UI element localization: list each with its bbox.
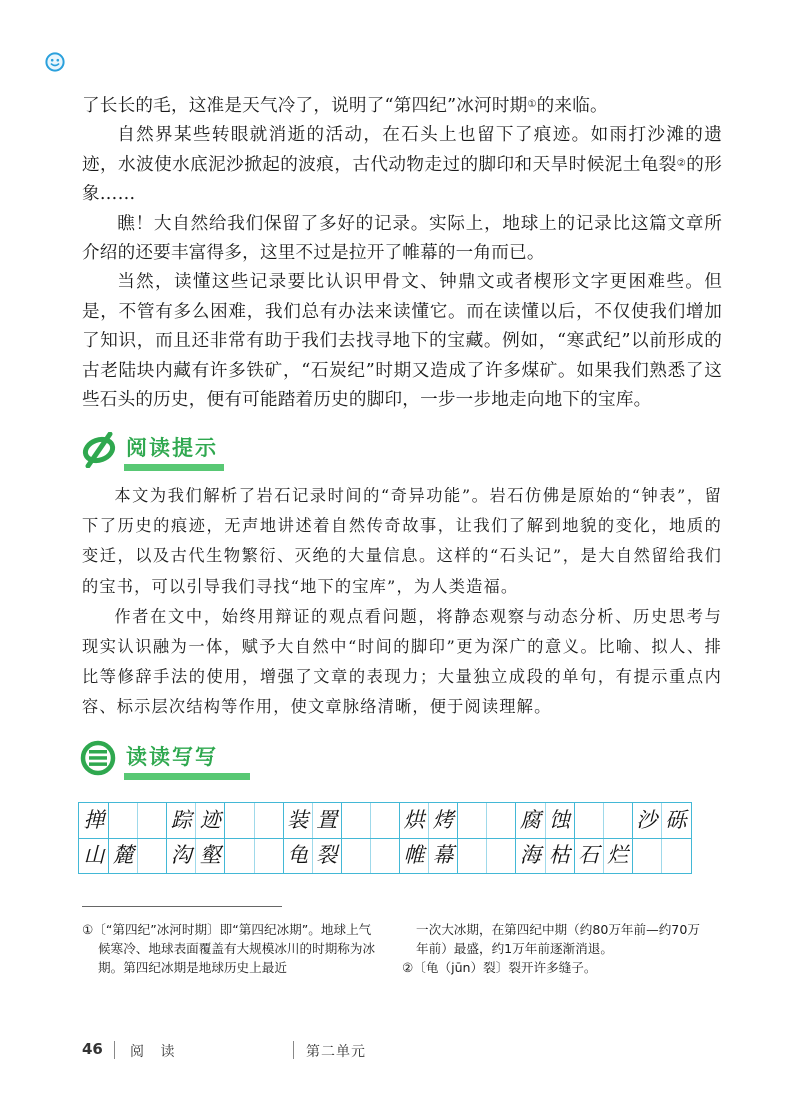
grid-character: 砾 xyxy=(665,808,687,832)
paragraph-1: 了长长的毛，这准是天气冷了，说明了“第四纪”冰河时期①的来临。 xyxy=(82,96,608,116)
smiley-face-icon xyxy=(45,52,65,72)
paragraph-3: 瞧！大自然给我们保留了多好的记录。实际上，地球上的记录比这篇文章所介绍的还要丰富得多，这里不过是拉开了帷幕的一角而已。 xyxy=(82,213,722,264)
paragraph-2: 自然界某些转眼就消逝的活动，在石头上也留下了痕迹。如雨打沙滩的遗迹，水波使水底泥沙掀起的波痕，古代动物走过的脚印和天旱时候泥土龟裂②的形象…… xyxy=(82,125,723,205)
grid-character: 烤 xyxy=(432,808,454,832)
reading-tips-title: 阅读提示 xyxy=(126,436,218,460)
grid-character: 置 xyxy=(316,808,338,832)
footer-section: 阅 读 xyxy=(130,1044,181,1060)
footer-unit: 第二单元 xyxy=(306,1044,366,1060)
grid-character: 山 xyxy=(83,843,105,867)
grid-row-1 xyxy=(79,803,691,839)
grid-row-2 xyxy=(79,838,691,873)
grid-character: 枯 xyxy=(549,843,571,867)
phi-leaf-icon xyxy=(80,432,118,468)
grid-character: 烂 xyxy=(607,843,629,867)
page-number: 46 xyxy=(82,1040,103,1058)
grid-character: 裂 xyxy=(316,843,338,867)
footnote-column-right xyxy=(402,920,702,978)
grid-character xyxy=(658,838,694,873)
title-underline xyxy=(124,464,224,471)
grid-character: 踪 xyxy=(170,808,192,832)
footnote-1: ①〔“第四纪”冰河时期〕即“第四纪冰期”。地球上气候寒冷、地球表面覆盖有大规模冰川的时期称为冰期。第四纪冰期是地球历史上最近 xyxy=(82,922,376,976)
book-circle-icon xyxy=(80,740,116,776)
grid-character: 龟 xyxy=(287,843,309,867)
footnote-1-continued: 一次大冰期，在第四纪中期（约80万年前—约70万年前）最盛，约1万年前逐渐消退。 xyxy=(416,922,700,957)
footer-divider xyxy=(114,1041,115,1059)
grid-character: 烘 xyxy=(403,808,425,832)
read-write-title: 读读写写 xyxy=(126,745,218,769)
reading-tips-text xyxy=(82,481,722,723)
grid-character: 石 xyxy=(578,843,600,867)
character-grid xyxy=(78,802,692,874)
tips-paragraph-2: 作者在文中，始终用辩证的观点看问题，将静态观察与动态分析、历史思考与现实认识融为一体，赋予大自然中“时间的脚印”更为深广的意义。比喻、拟人、排比等修辞手法的使用，增强了文章的表现力；大量独立成段的单句，有提示重点内容、标示层次结构等作用，使文章脉络清晰，便于阅读理解。 xyxy=(82,606,722,717)
read-write-header xyxy=(80,737,280,781)
body-text xyxy=(82,92,722,415)
grid-character: 帷 xyxy=(403,843,425,867)
grid-character: 沙 xyxy=(636,808,658,832)
grid-character: 麓 xyxy=(112,843,134,867)
footnote-rule xyxy=(82,906,282,907)
footnote-2: ②〔龟（jūn）裂〕裂开许多缝子。 xyxy=(402,960,597,976)
grid-character: 蚀 xyxy=(549,808,571,832)
tips-paragraph-1: 本文为我们解析了岩石记录时间的“奇异功能”。岩石仿佛是原始的“钟表”，留下了历史的痕迹，无声地讲述着自然传奇故事，让我们了解到地貌的变化，地质的变迁，以及古代生物繁衍、灭绝的大量信息。这样的“石头记”，是大自然留给我们的宝书，可以引导我们寻找“地下的宝库”，为人类造福。 xyxy=(82,486,722,596)
title-underline xyxy=(124,773,250,780)
grid-character: 沟 xyxy=(170,843,192,867)
grid-character: 迹 xyxy=(199,808,221,832)
grid-character: 幕 xyxy=(432,843,454,867)
grid-character: 掸 xyxy=(83,808,105,832)
grid-character: 海 xyxy=(519,843,541,867)
grid-character: 壑 xyxy=(199,843,221,867)
grid-character: 装 xyxy=(287,808,309,832)
reading-tips-header xyxy=(80,428,280,472)
paragraph-4: 当然，读懂这些记录要比认识甲骨文、钟鼎文或者楔形文字更困难些。但是，不管有多么困难，我们总有办法来读懂它。而在读懂以后，不仅使我们增加了知识，而且还非常有助于我们去找寻地下的宝藏。例如，“寒武纪”以前形成的古老陆块内藏有许多铁矿，“石炭纪”时期又造成了许多煤矿。如果我们熟悉了这些石头的历史，便有可能踏着历史的脚印，一步一步地走向地下的宝库。 xyxy=(82,272,722,411)
footer-divider xyxy=(293,1041,294,1059)
grid-character: 腐 xyxy=(519,808,541,832)
footnote-column-left xyxy=(82,920,382,978)
